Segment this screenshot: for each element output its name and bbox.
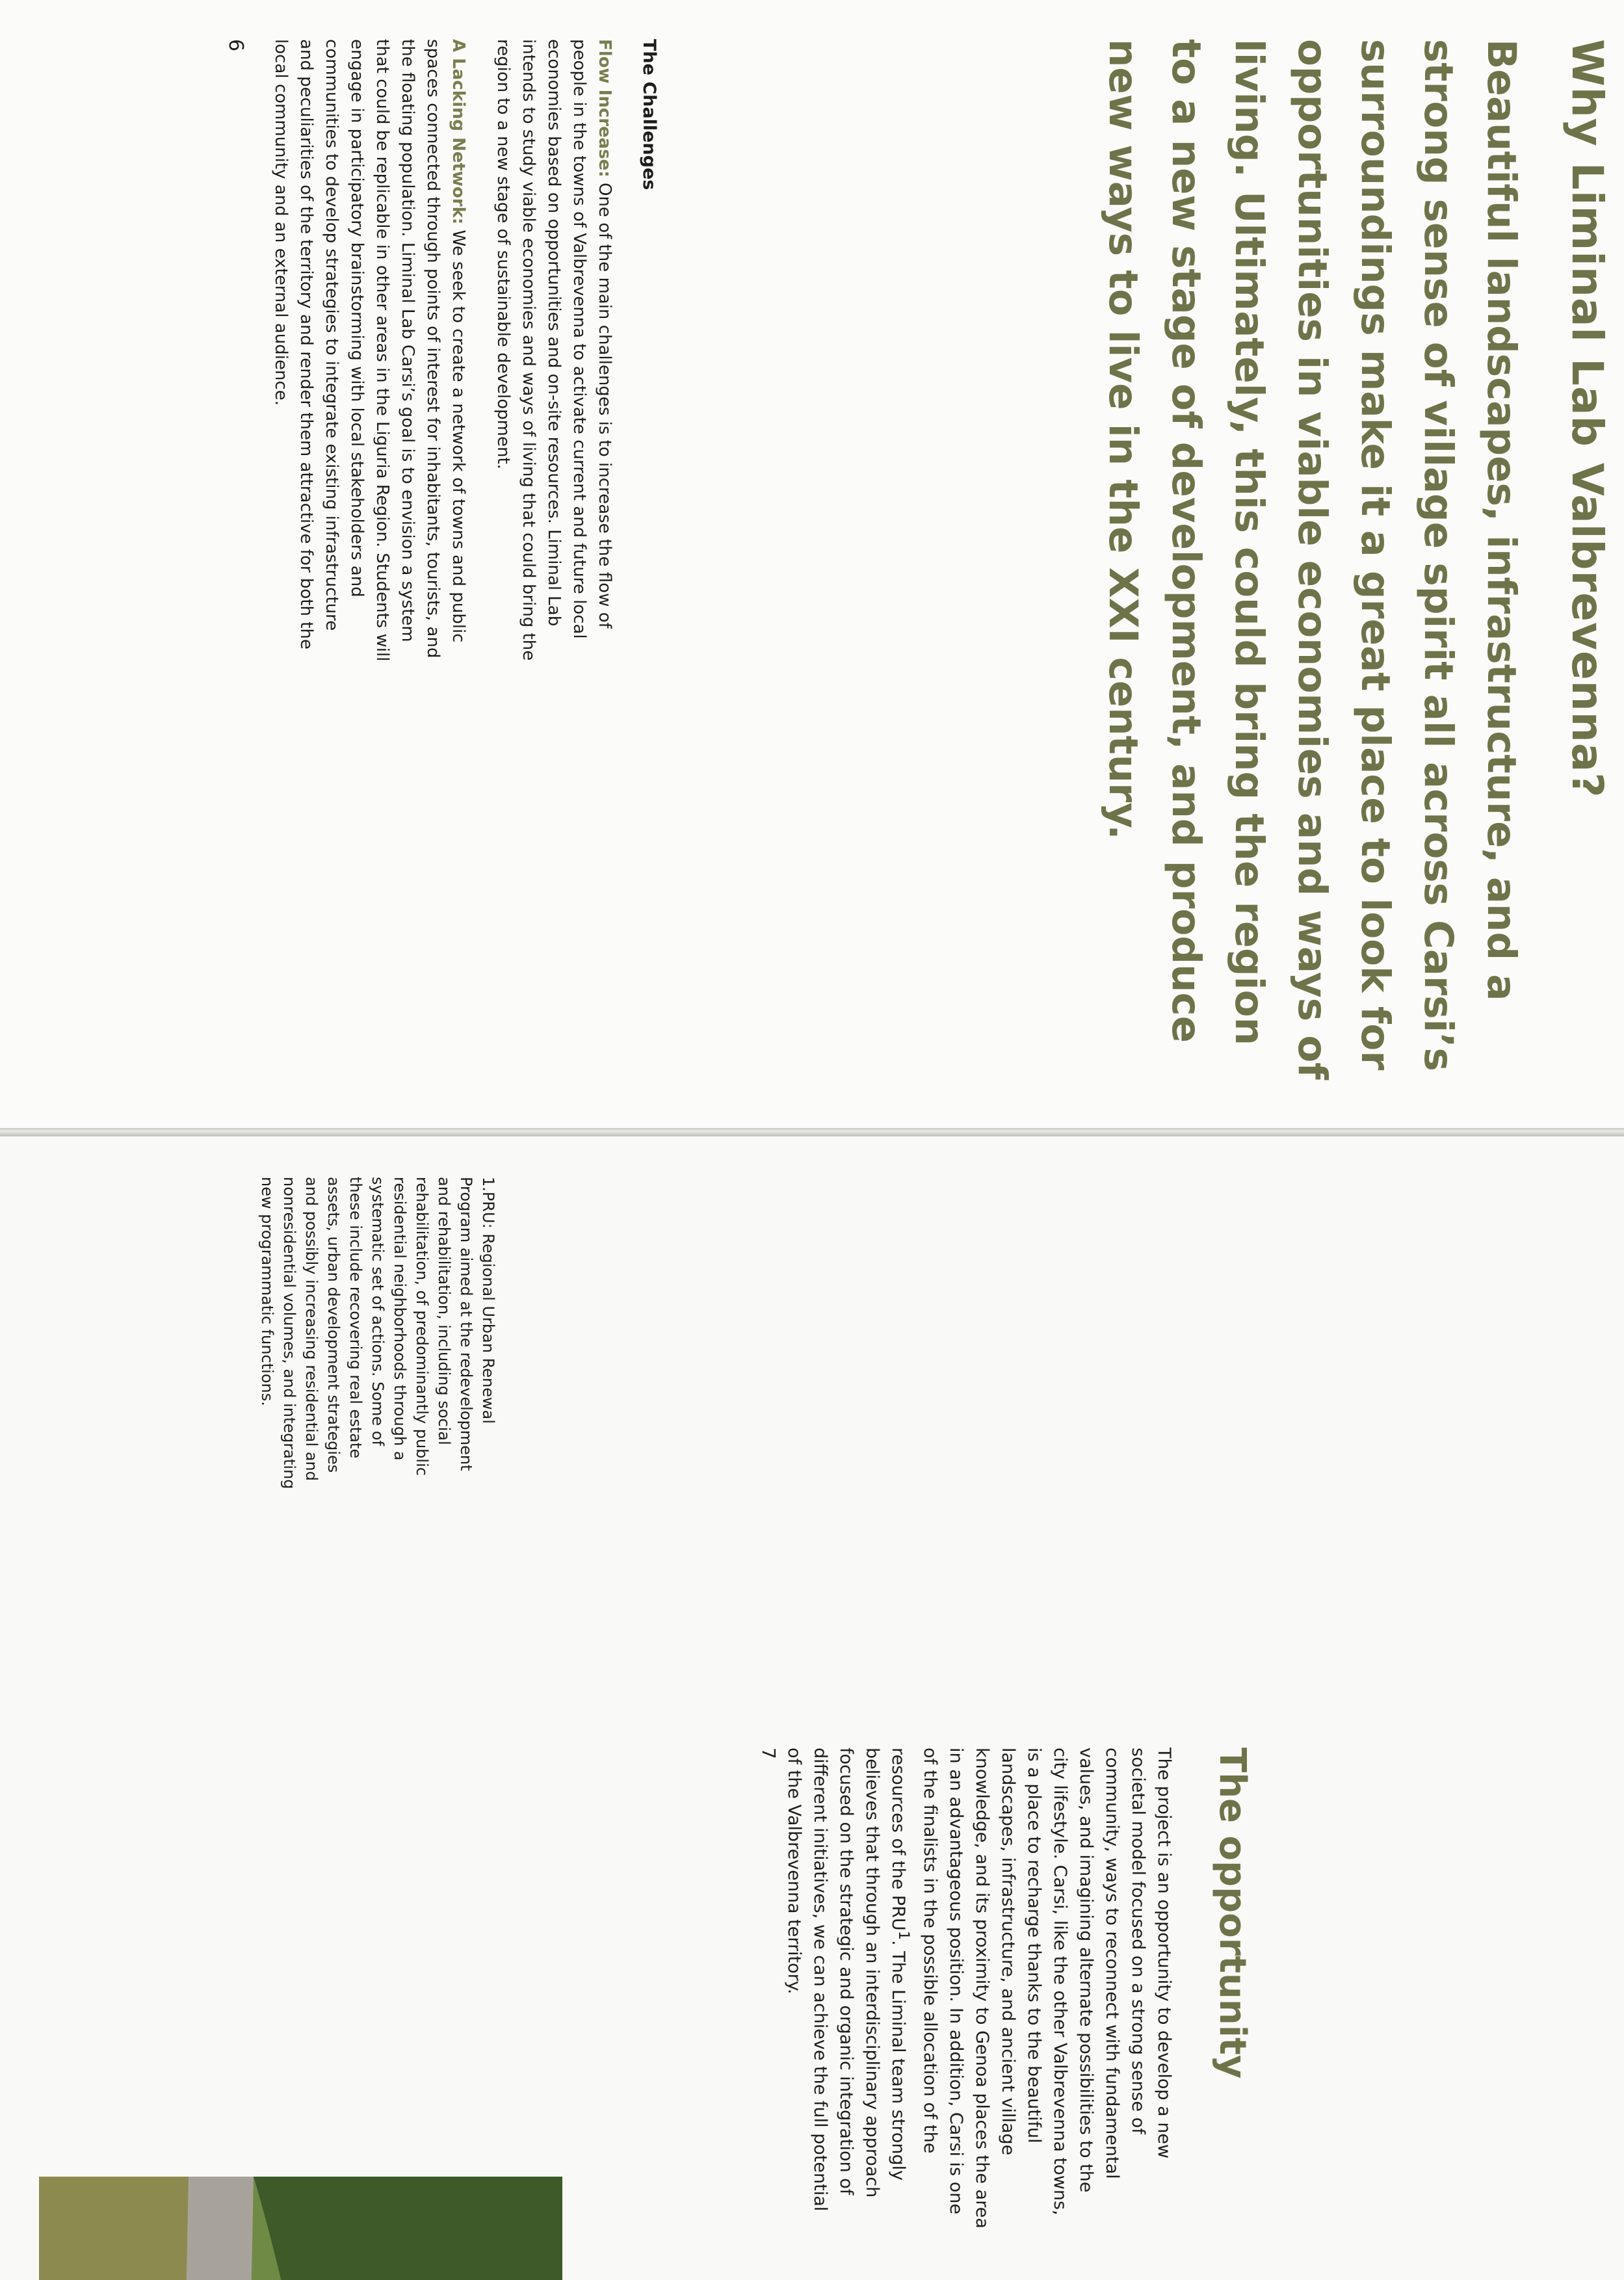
lead-paragraph: Beautiful landscapes, infrastructure, and a strong sense of village spirit all across Carsi’s surroundings make it a great place to look for opportunities in viable economies and ways of living. Ultimately, this could bring the region to a new stage of development, and produce new ways to live in the XXI century. — [1100, 39, 1525, 1080]
photo-trees — [254, 2177, 562, 2280]
right-page — [0, 1136, 1624, 2280]
challenges-heading: The Challenges — [639, 39, 659, 190]
left-page-content — [0, 0, 1624, 1128]
page-number: 7 — [758, 1748, 779, 1759]
challenge-label: A Lacking Network: — [449, 39, 468, 225]
right-page-content — [0, 1136, 1624, 2280]
challenge-text: We seek to create a network of towns and public spaces connected through points of interest for inhabitants, tourists, and the floating population. Liminal Lab Carsi’s goal is to envision a system that could be replicable in other areas in the Liguria Region. Students will engage in participatory brainstorming with local stakeholders and communities to develop strategies to integrate existing infrastructure and peculiarities of the territory and render them attractive for both the local community and an external audience. — [271, 39, 468, 662]
spine-fold — [0, 1128, 1624, 1136]
challenge-paragraph — [268, 39, 471, 663]
challenge-text: One of the main challenges is to increase the flow of people in the towns of Valbrevenna to activate current and future local economies based on opportunities and on-site resources. Liminal Lab intends to study viable economies and ways of living that could bring the region to a new stage of sustainable development. — [493, 39, 614, 661]
opportunity-section — [756, 1748, 1177, 2229]
page-title: Why Liminal Lab Valbrevenna? — [1562, 39, 1612, 798]
footnote: 1.PRU: Regional Urban Renewal Program aimed at the redevelopment and rehabilitation, including social rehabilitation, of predominantly public residential neighborhoods through a systematic set of actions. Some of these include recovering real estate assets, urban development strategies and possibly increasing residential and nonresidential volumes, and integrating new programmatic functions. — [258, 1177, 497, 1489]
challenges-section — [223, 39, 662, 663]
section-title: The opportunity — [1211, 1748, 1253, 2079]
challenge-paragraph — [490, 39, 617, 663]
photo-meadow — [39, 2177, 208, 2280]
footnote-marker: 1 — [895, 1930, 912, 1941]
left-page — [0, 0, 1624, 1128]
opportunity-paragraph: The project is an opportunity to develop a new societal model focused on a strong sense of community, ways to reconnect with fundamental values, and imagining alternate possibilities to the city lifestyle. Carsi, like the other Valbrevenna towns, is a place to recharge thanks to the beautiful landscapes, infrastructure, and ancient village knowledge, and its proximity to Genoa places the area in an advantageous position. In addition, Carsi is one of the finalists in the possible allocation of the resources of the PRU$^1$. The Liminal team strongly believes that through an interdisciplinary approach focused on the strategic and organic integration of different initiatives, we can achieve the full potential of the Valbrevenna territory. — [784, 1748, 1174, 2229]
challenge-label: Flow Increase: — [595, 39, 614, 177]
group-walk-photo — [39, 2177, 562, 2280]
photo-illustration — [39, 2177, 562, 2280]
page-number: 6 — [224, 39, 247, 52]
